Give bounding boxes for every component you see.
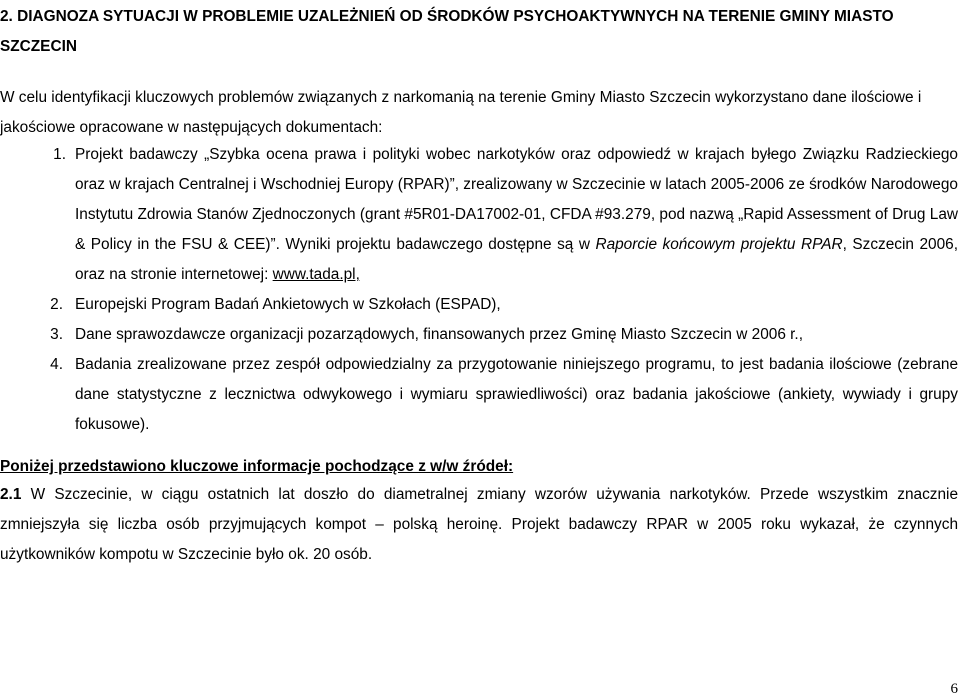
list-item-text: Badania zrealizowane przez zespół odpowiedzialny za przygotowanie niniejszego programu, to jest badania ilościowe (zebrane dane statystyczne z lecznictwa odwykowego i wymiaru sprawiedliwości) oraz badania jakościowe (ankiety, wywiady i grupy fokusowe).: [75, 356, 958, 433]
list-item-number: 1.: [53, 146, 66, 163]
paragraph-text: W Szczecinie, w ciągu ostatnich lat doszło do diametralnej zmiany wzorów używania narkotyków. Przede wszystkim znacznie zmniejszyła się liczba osób przyjmujących kompot – polską heroinę. Projekt badawczy RPAR w 2005 roku wykazał, że czynnych użytkowników kompotu w Szczecinie było ok. 20 osób.: [0, 486, 958, 563]
website-link[interactable]: www.tada.pl,: [272, 266, 360, 283]
list-item-number: 2.: [50, 296, 63, 313]
list-item: [0, 140, 958, 290]
paragraph-number: 2.1: [0, 486, 22, 503]
key-info-heading: Poniżej przedstawiono kluczowe informacje pochodzące z w/w źródeł:: [0, 458, 514, 475]
list-item-number: 4.: [50, 356, 63, 373]
source-documents-list: [0, 140, 958, 440]
section-heading: 2. DIAGNOZA SYTUACJI W PROBLEMIE UZALEŻNIEŃ OD ŚRODKÓW PSYCHOAKTYWNYCH NA TERENIE GMINY MIASTO SZCZECIN: [0, 8, 894, 55]
list-item-number: 3.: [50, 326, 63, 343]
key-info-paragraph: [0, 480, 958, 570]
list-item-text: Dane sprawozdawcze organizacji pozarządowych, finansowanych przez Gminę Miasto Szczecin w 2006 r.,: [75, 326, 803, 343]
list-item: [0, 290, 958, 320]
list-item-text: Europejski Program Badań Ankietowych w Szkołach (ESPAD),: [75, 296, 501, 313]
intro-paragraph: W celu identyfikacji kluczowych problemów związanych z narkomanią na terenie Gminy Miasto Szczecin wykorzystano dane ilościowe i jakościowe opracowane w następujących dokumentach:: [0, 89, 922, 136]
list-item: [0, 350, 958, 440]
list-item: [0, 320, 958, 350]
list-item-text-cont: , Szczecin 2006, oraz na stronie internetowej:: [75, 236, 958, 283]
report-title: Raporcie końcowym projektu RPAR: [595, 236, 843, 253]
list-item-text: Projekt badawczy „Szybka ocena prawa i polityki wobec narkotyków oraz odpowiedź w krajach byłego Związku Radzieckiego oraz w krajach Centralnej i Wschodniej Europy (RPAR)”, zrealizowany w Szczecinie w latach 2005-2006 ze środków Narodowego Instytutu Zdrowia Stanów Zjednoczonych (grant #5R01-DA17002-01, CFDA #93.279, pod nazwą „Rapid Assessment of Drug Law & Policy in the FSU & CEE)”. Wyniki projektu badawczego dostępne są w: [75, 146, 958, 253]
page-number: 6: [950, 681, 958, 697]
